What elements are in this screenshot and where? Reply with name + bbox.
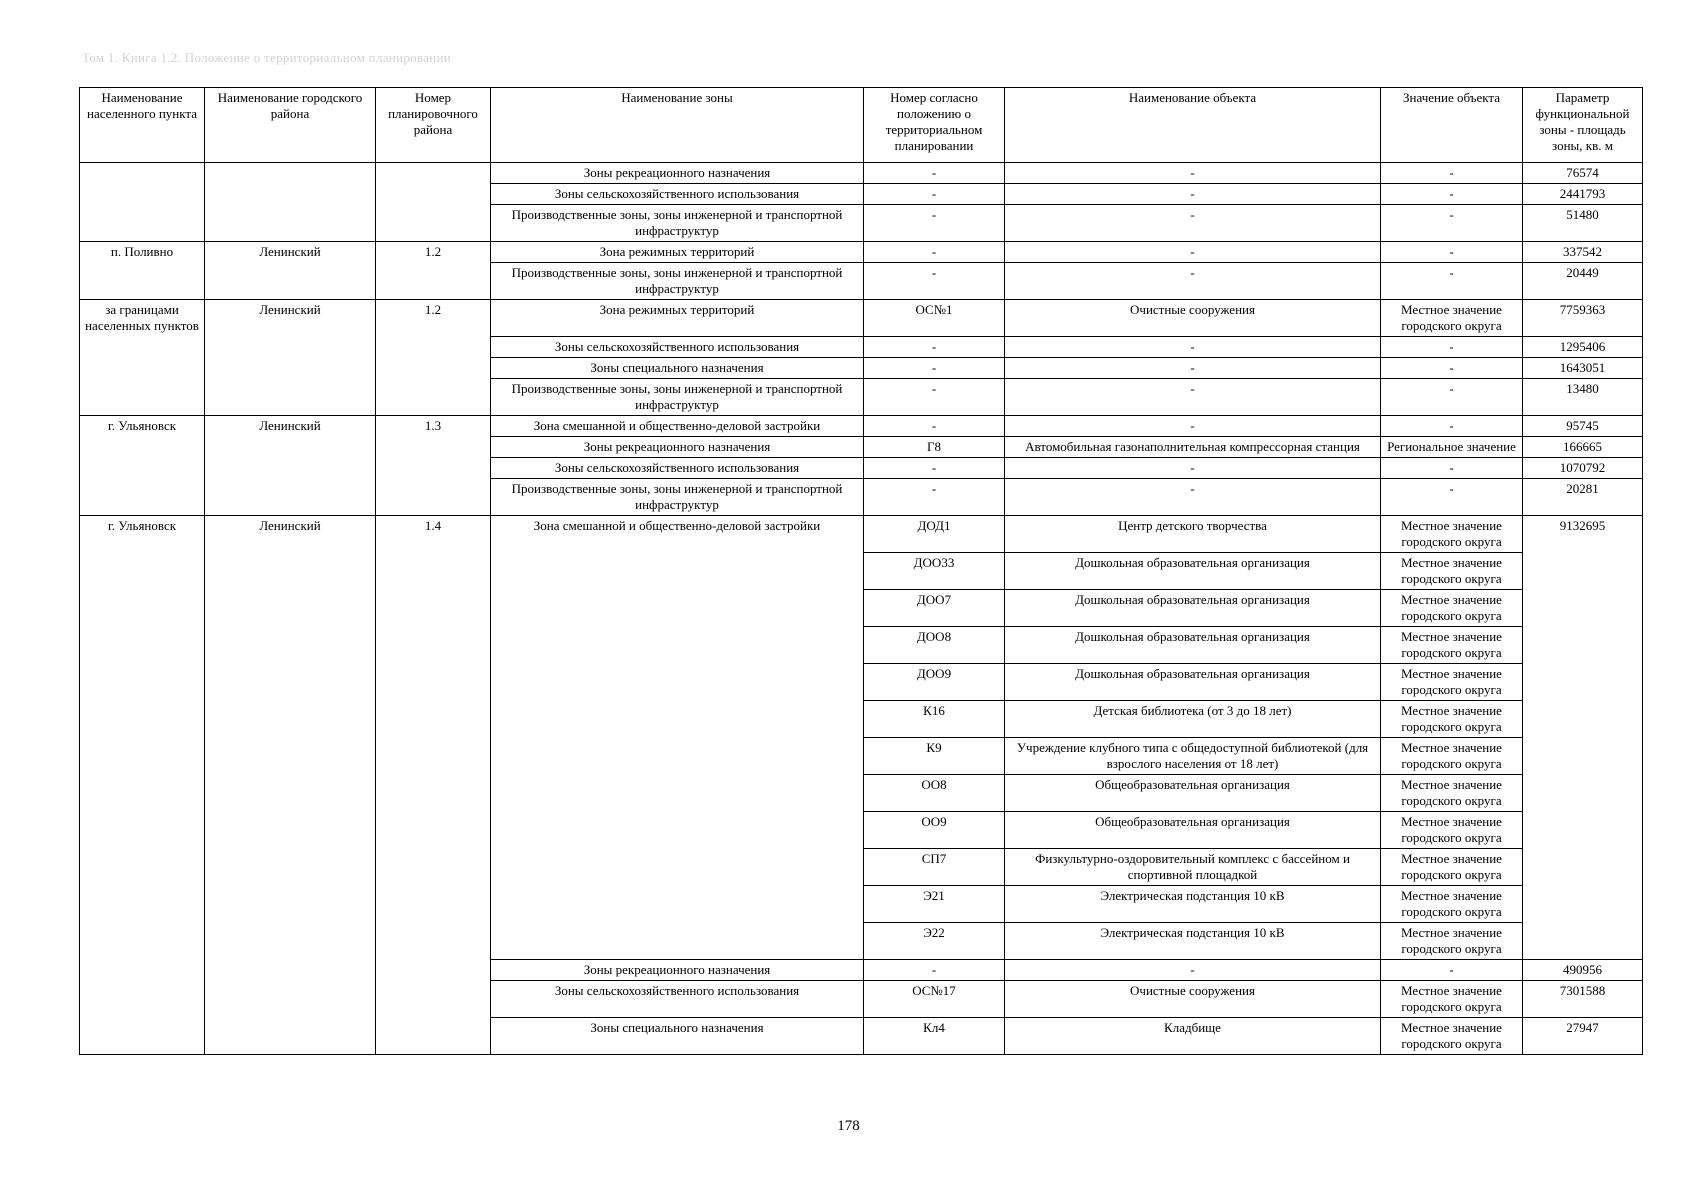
number-cell: Э22 — [864, 923, 1005, 960]
number-cell: ДОО9 — [864, 664, 1005, 701]
area-cell: 27947 — [1523, 1018, 1643, 1055]
zone-cell: Зоны рекреационного назначения — [491, 960, 864, 981]
plan-district-cell: 1.3 — [376, 416, 491, 516]
number-cell: ДОО8 — [864, 627, 1005, 664]
number-cell: ОС№17 — [864, 981, 1005, 1018]
value-cell: - — [1381, 337, 1523, 358]
zone-cell: Зона смешанной и общественно-деловой застройки — [491, 416, 864, 437]
column-header: Номер согласно положению о территориальном планировании — [864, 88, 1005, 163]
object-cell: Очистные сооружения — [1005, 981, 1381, 1018]
value-cell: Местное значение городского округа — [1381, 849, 1523, 886]
value-cell: Местное значение городского округа — [1381, 923, 1523, 960]
object-cell: Общеобразовательная организация — [1005, 775, 1381, 812]
number-cell: СП7 — [864, 849, 1005, 886]
object-cell: - — [1005, 184, 1381, 205]
object-cell: Очистные сооружения — [1005, 300, 1381, 337]
number-cell: ДОО33 — [864, 553, 1005, 590]
district-cell: Ленинский — [205, 300, 376, 416]
column-header: Наименование зоны — [491, 88, 864, 163]
object-cell: Общеобразовательная организация — [1005, 812, 1381, 849]
plan-district-cell: 1.4 — [376, 516, 491, 1055]
zone-cell: Производственные зоны, зоны инженерной и транспортной инфраструктур — [491, 379, 864, 416]
number-cell: - — [864, 358, 1005, 379]
number-cell: ДОД1 — [864, 516, 1005, 553]
settlement-cell: г. Ульяновск — [80, 416, 205, 516]
value-cell: Местное значение городского округа — [1381, 981, 1523, 1018]
zone-cell: Зоны сельскохозяйственного использования — [491, 981, 864, 1018]
object-cell: Дошкольная образовательная организация — [1005, 553, 1381, 590]
column-header: Значение объекта — [1381, 88, 1523, 163]
area-cell: 9132695 — [1523, 516, 1643, 960]
area-cell: 1070792 — [1523, 458, 1643, 479]
object-cell: Дошкольная образовательная организация — [1005, 664, 1381, 701]
table-row — [80, 163, 1643, 184]
object-cell: Центр детского творчества — [1005, 516, 1381, 553]
object-cell: Физкультурно-оздоровительный комплекс с бассейном и спортивной площадкой — [1005, 849, 1381, 886]
settlement-cell: г. Ульяновск — [80, 516, 205, 1055]
table-row — [80, 300, 1643, 337]
value-cell: Местное значение городского округа — [1381, 812, 1523, 849]
zone-cell: Зона режимных территорий — [491, 300, 864, 337]
value-cell: Местное значение городского округа — [1381, 738, 1523, 775]
number-cell: - — [864, 960, 1005, 981]
area-cell: 1643051 — [1523, 358, 1643, 379]
area-cell: 20281 — [1523, 479, 1643, 516]
zone-cell: Производственные зоны, зоны инженерной и транспортной инфраструктур — [491, 479, 864, 516]
number-cell: - — [864, 242, 1005, 263]
value-cell: - — [1381, 242, 1523, 263]
number-cell: - — [864, 184, 1005, 205]
value-cell: Региональное значение — [1381, 437, 1523, 458]
object-cell: - — [1005, 337, 1381, 358]
settlement-cell: п. Поливно — [80, 242, 205, 300]
object-cell: Кладбище — [1005, 1018, 1381, 1055]
value-cell: - — [1381, 205, 1523, 242]
number-cell: ОО8 — [864, 775, 1005, 812]
value-cell: - — [1381, 960, 1523, 981]
district-cell: Ленинский — [205, 516, 376, 1055]
area-cell: 2441793 — [1523, 184, 1643, 205]
area-cell: 337542 — [1523, 242, 1643, 263]
value-cell: Местное значение городского округа — [1381, 701, 1523, 738]
district-cell: Ленинский — [205, 242, 376, 300]
value-cell: Местное значение городского округа — [1381, 664, 1523, 701]
zone-cell: Зоны сельскохозяйственного использования — [491, 458, 864, 479]
value-cell: Местное значение городского округа — [1381, 627, 1523, 664]
object-cell: Учреждение клубного типа с общедоступной библиотекой (для взрослого населения от 18 лет) — [1005, 738, 1381, 775]
value-cell: - — [1381, 163, 1523, 184]
number-cell: ОО9 — [864, 812, 1005, 849]
number-cell: - — [864, 163, 1005, 184]
column-header: Наименование объекта — [1005, 88, 1381, 163]
table-row — [80, 416, 1643, 437]
value-cell: Местное значение городского округа — [1381, 553, 1523, 590]
number-cell: ОС№1 — [864, 300, 1005, 337]
area-cell: 95745 — [1523, 416, 1643, 437]
zone-cell: Производственные зоны, зоны инженерной и транспортной инфраструктур — [491, 263, 864, 300]
zone-cell: Зоны рекреационного назначения — [491, 163, 864, 184]
number-cell: Э21 — [864, 886, 1005, 923]
value-cell: - — [1381, 479, 1523, 516]
number-cell: - — [864, 379, 1005, 416]
object-cell: - — [1005, 479, 1381, 516]
value-cell: - — [1381, 184, 1523, 205]
settlement-cell — [80, 163, 205, 242]
value-cell: Местное значение городского округа — [1381, 300, 1523, 337]
value-cell: Местное значение городского округа — [1381, 516, 1523, 553]
plan-district-cell: 1.2 — [376, 242, 491, 300]
column-header: Параметр функциональной зоны - площадь зоны, кв. м — [1523, 88, 1643, 163]
zone-cell: Зоны специального назначения — [491, 358, 864, 379]
area-cell: 76574 — [1523, 163, 1643, 184]
object-cell: - — [1005, 379, 1381, 416]
object-cell: - — [1005, 358, 1381, 379]
number-cell: К9 — [864, 738, 1005, 775]
zone-cell: Зона смешанной и общественно-деловой застройки — [491, 516, 864, 960]
object-cell: - — [1005, 960, 1381, 981]
object-cell: Автомобильная газонаполнительная компрессорная станция — [1005, 437, 1381, 458]
column-header: Наименование городского района — [205, 88, 376, 163]
zone-cell: Зона режимных территорий — [491, 242, 864, 263]
value-cell: Местное значение городского округа — [1381, 1018, 1523, 1055]
value-cell: Местное значение городского округа — [1381, 590, 1523, 627]
zone-cell: Производственные зоны, зоны инженерной и транспортной инфраструктур — [491, 205, 864, 242]
value-cell: - — [1381, 458, 1523, 479]
object-cell: Электрическая подстанция 10 кВ — [1005, 923, 1381, 960]
area-cell: 13480 — [1523, 379, 1643, 416]
value-cell: Местное значение городского округа — [1381, 775, 1523, 812]
number-cell: - — [864, 479, 1005, 516]
value-cell: Местное значение городского округа — [1381, 886, 1523, 923]
table-row — [80, 242, 1643, 263]
settlement-cell: за границами населенных пунктов — [80, 300, 205, 416]
zone-cell: Зоны сельскохозяйственного использования — [491, 184, 864, 205]
zone-cell: Зоны рекреационного назначения — [491, 437, 864, 458]
number-cell: Г8 — [864, 437, 1005, 458]
area-cell: 7301588 — [1523, 981, 1643, 1018]
object-cell: Дошкольная образовательная организация — [1005, 590, 1381, 627]
page-number: 178 — [837, 1118, 860, 1134]
column-header: Номер планировочного района — [376, 88, 491, 163]
area-cell: 51480 — [1523, 205, 1643, 242]
number-cell: - — [864, 263, 1005, 300]
plan-district-cell — [376, 163, 491, 242]
column-header: Наименование населенного пункта — [80, 88, 205, 163]
number-cell: ДОО7 — [864, 590, 1005, 627]
area-cell: 1295406 — [1523, 337, 1643, 358]
object-cell: Дошкольная образовательная организация — [1005, 627, 1381, 664]
table-row — [80, 516, 1643, 553]
area-cell: 20449 — [1523, 263, 1643, 300]
object-cell: Электрическая подстанция 10 кВ — [1005, 886, 1381, 923]
number-cell: - — [864, 337, 1005, 358]
value-cell: - — [1381, 416, 1523, 437]
object-cell: - — [1005, 263, 1381, 300]
value-cell: - — [1381, 358, 1523, 379]
zone-cell: Зоны специального назначения — [491, 1018, 864, 1055]
district-cell — [205, 163, 376, 242]
table-header-row — [80, 88, 1643, 163]
district-cell: Ленинский — [205, 416, 376, 516]
object-cell: - — [1005, 416, 1381, 437]
area-cell: 490956 — [1523, 960, 1643, 981]
number-cell: К16 — [864, 701, 1005, 738]
zones-table — [79, 87, 1643, 1055]
object-cell: - — [1005, 163, 1381, 184]
value-cell: - — [1381, 379, 1523, 416]
object-cell: - — [1005, 458, 1381, 479]
value-cell: - — [1381, 263, 1523, 300]
number-cell: - — [864, 205, 1005, 242]
plan-district-cell: 1.2 — [376, 300, 491, 416]
object-cell: - — [1005, 205, 1381, 242]
number-cell: - — [864, 416, 1005, 437]
zone-cell: Зоны сельскохозяйственного использования — [491, 337, 864, 358]
object-cell: - — [1005, 242, 1381, 263]
number-cell: Кл4 — [864, 1018, 1005, 1055]
area-cell: 7759363 — [1523, 300, 1643, 337]
object-cell: Детская библиотека (от 3 до 18 лет) — [1005, 701, 1381, 738]
area-cell: 166665 — [1523, 437, 1643, 458]
number-cell: - — [864, 458, 1005, 479]
running-header: Том 1. Книга 1.2. Положение о территориальном планировании — [82, 50, 452, 65]
